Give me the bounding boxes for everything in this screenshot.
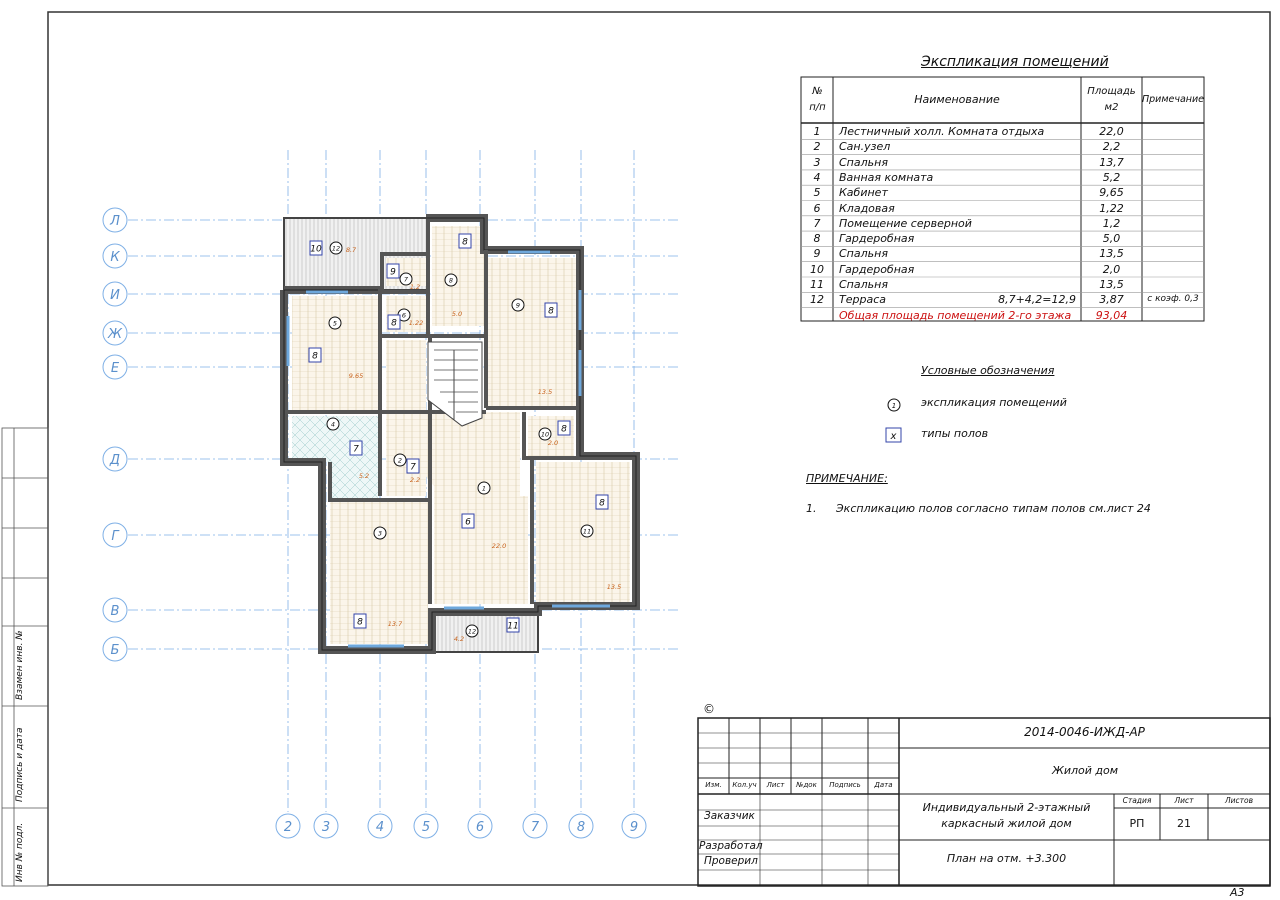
row-name: Кабинет <box>839 186 888 200</box>
note-number: 1. <box>806 502 817 515</box>
room-number: 2 <box>397 456 403 465</box>
tb-col-kol: Кол.уч <box>732 781 757 789</box>
row-area: 2,2 <box>1102 140 1121 154</box>
room-area: 2.0 <box>547 439 559 447</box>
room-area: 13.5 <box>606 583 622 591</box>
room-area: 9.65 <box>348 372 364 380</box>
room-number: 9 <box>515 301 521 310</box>
axis-label-row: Г <box>111 529 119 544</box>
sheet-value: 21 <box>1177 817 1191 830</box>
notes-title: ПРИМЕЧАНИЕ: <box>806 472 888 485</box>
table-row <box>801 231 1204 246</box>
floor-type: 8 <box>462 237 468 248</box>
axis-label-row: К <box>110 250 120 265</box>
side-stamp <box>2 428 48 886</box>
row-formula: 8,7+4,2=12,9 <box>998 293 1076 307</box>
table-row <box>801 170 1204 185</box>
row-name: Общая площадь помещений 2-го этажа <box>839 308 1072 322</box>
side-stamp-label-3: Инв № подл. <box>15 822 25 882</box>
table-header-num: № п/п <box>809 86 826 113</box>
floor-type: 10 <box>310 244 322 255</box>
row-area: 1,2 <box>1102 216 1121 230</box>
room-number: 10 <box>540 430 550 439</box>
sheet-title: План на отм. +3.300 <box>946 852 1067 865</box>
floor-plan <box>284 218 636 652</box>
tb-col-list: Лист <box>766 781 785 789</box>
side-stamp-label-1: Взамен инв. № <box>15 630 25 700</box>
floor-type: 8 <box>357 617 363 628</box>
room-number: 6 <box>401 311 407 320</box>
room-area: 2.2 <box>409 476 421 484</box>
row-area: 13,5 <box>1099 278 1124 291</box>
room-area: 22.0 <box>491 542 507 550</box>
row-number: 5 <box>813 186 821 200</box>
format-label: А3 <box>1230 886 1245 899</box>
room-area: 1.22 <box>408 319 424 327</box>
row-area: 5,2 <box>1102 170 1121 184</box>
tb-col-izm: Изм. <box>705 781 722 789</box>
axis-label-row: Л <box>110 214 120 229</box>
axis-label-col: 9 <box>629 820 639 835</box>
table-row <box>801 277 1204 292</box>
row-name: Помещение серверной <box>839 216 972 230</box>
axis-label-col: 4 <box>375 820 385 835</box>
note-text: Экспликацию полов согласно типам полов см.лист 24 <box>836 502 1151 515</box>
room-area: 5.0 <box>451 310 463 318</box>
room-area: 13.7 <box>387 620 403 628</box>
room-number: 11 <box>582 527 592 536</box>
row-name: Спальня <box>839 278 888 291</box>
room-area: 8.7 <box>345 246 357 254</box>
axis-label-row: В <box>110 604 120 619</box>
sheet-label: Лист <box>1174 796 1194 805</box>
row-number: 9 <box>813 247 821 261</box>
side-stamp-label-2: Подпись и дата <box>15 727 25 802</box>
floor-type: 8 <box>391 318 397 329</box>
row-area: 3,87 <box>1099 293 1124 307</box>
row-name: Гардеробная <box>839 232 915 246</box>
axis-label-col: 6 <box>475 820 485 835</box>
row-name: Кладовая <box>839 201 895 215</box>
row-number: 4 <box>813 170 821 184</box>
room-number: 5 <box>332 319 338 328</box>
sheets-label: Листов <box>1224 796 1253 805</box>
room-area: 13.5 <box>537 388 553 396</box>
table-row <box>801 139 1204 154</box>
room-number: 3 <box>377 529 383 538</box>
row-area: 1,22 <box>1099 201 1124 215</box>
axis-label-row: И <box>110 288 120 303</box>
table-row <box>801 262 1204 277</box>
room-number: 1 <box>481 484 487 493</box>
room-area: 1.2 <box>409 283 421 291</box>
table-row <box>801 246 1204 261</box>
legend-floor-symbol: x <box>890 431 897 442</box>
row-area: 13,7 <box>1099 155 1124 169</box>
floor-type: 8 <box>599 498 605 509</box>
row-number: 1 <box>813 125 821 138</box>
table-header-area: Площадь м2 <box>1087 86 1136 113</box>
description-line-2: каркасный жилой дом <box>941 817 1072 830</box>
row-number: 6 <box>813 201 821 215</box>
row-note: с коэф. 0,3 <box>1147 294 1199 305</box>
row-area: 93,04 <box>1095 308 1128 322</box>
floor-type: 7 <box>353 444 359 455</box>
row-name: Сан.узел <box>839 140 891 154</box>
axis-label-col: 2 <box>283 820 293 835</box>
floor-type: 7 <box>410 462 416 473</box>
row-name: Спальня <box>839 247 888 261</box>
floor-type: 8 <box>312 351 318 362</box>
row-name: Терраса <box>839 293 886 307</box>
room-number: 12 <box>331 244 341 253</box>
tb-col-doc: №док <box>796 781 817 789</box>
row-area: 9,65 <box>1099 186 1124 200</box>
tb-col-sign: Подпись <box>829 781 861 789</box>
table-header-note: Примечание <box>1142 94 1205 105</box>
axis-label-row: Ж <box>107 327 123 342</box>
row-number: 12 <box>810 293 824 307</box>
room-number: 4 <box>330 420 336 429</box>
terrace-bottom <box>432 612 538 652</box>
stage-value: РП <box>1129 817 1145 830</box>
row-name: Лестничный холл. Комната отдыха <box>839 125 1045 138</box>
table-row <box>801 216 1204 231</box>
legend-label-floor: типы полов <box>921 427 989 440</box>
legend-label-room: экспликация помещений <box>921 396 1067 409</box>
room-number: 12 <box>467 627 477 636</box>
description-line-1: Индивидуальный 2-этажный <box>922 801 1091 814</box>
checker-label: Проверил <box>704 855 758 867</box>
table-row <box>801 124 1204 139</box>
row-number: 10 <box>810 262 824 276</box>
row-number: 3 <box>813 155 821 169</box>
table-total-row <box>801 308 1204 323</box>
object-name: Жилой дом <box>1052 764 1119 777</box>
axis-label-col: 7 <box>530 820 540 835</box>
row-area: 13,5 <box>1099 247 1124 261</box>
legend-title: Условные обозначения <box>921 364 1055 377</box>
axis-label-col: 3 <box>321 820 331 835</box>
row-name: Гардеробная <box>839 262 915 276</box>
table-header-name: Наименование <box>914 93 1000 106</box>
axis-label-row: Д <box>109 453 121 468</box>
legend-symbols <box>886 399 901 442</box>
row-name: Ванная комната <box>839 170 934 184</box>
floor-type: 11 <box>507 621 519 632</box>
copyright-mark: © <box>703 702 715 716</box>
axis-label-row: Б <box>110 643 120 658</box>
row-area: 2,0 <box>1102 262 1121 276</box>
room-area: 4.2 <box>453 635 465 643</box>
axis-label-col: 8 <box>576 820 586 835</box>
row-name: Спальня <box>839 155 888 169</box>
explication-title: Экспликация помещений <box>921 54 1109 70</box>
floor-type: 8 <box>548 306 554 317</box>
table-row <box>801 185 1204 200</box>
drawing-code: 2014-0046-ИЖД-АР <box>1024 725 1145 739</box>
row-number: 8 <box>813 232 821 246</box>
tb-col-date: Дата <box>874 781 893 789</box>
floor-type: 8 <box>561 424 567 435</box>
room-number: 8 <box>448 276 454 285</box>
legend-room-symbol: 1 <box>891 402 897 410</box>
room-number: 7 <box>403 275 409 284</box>
row-area: 22,0 <box>1099 125 1124 138</box>
stage-label: Стадия <box>1122 796 1152 805</box>
row-number: 11 <box>810 278 824 291</box>
table-row <box>801 155 1204 170</box>
floor-type: 6 <box>465 517 471 528</box>
axis-label-row: Е <box>110 361 120 376</box>
customer-label: Заказчик <box>704 810 755 822</box>
table-row <box>801 201 1204 216</box>
row-number: 2 <box>813 140 821 154</box>
floor-type: 9 <box>390 267 396 278</box>
row-number: 7 <box>813 216 821 230</box>
axis-label-col: 5 <box>421 820 431 835</box>
table-row <box>801 292 1204 307</box>
room-area: 5.2 <box>358 472 370 480</box>
row-area: 5,0 <box>1102 232 1121 246</box>
developer-label: Разработал <box>699 840 763 852</box>
